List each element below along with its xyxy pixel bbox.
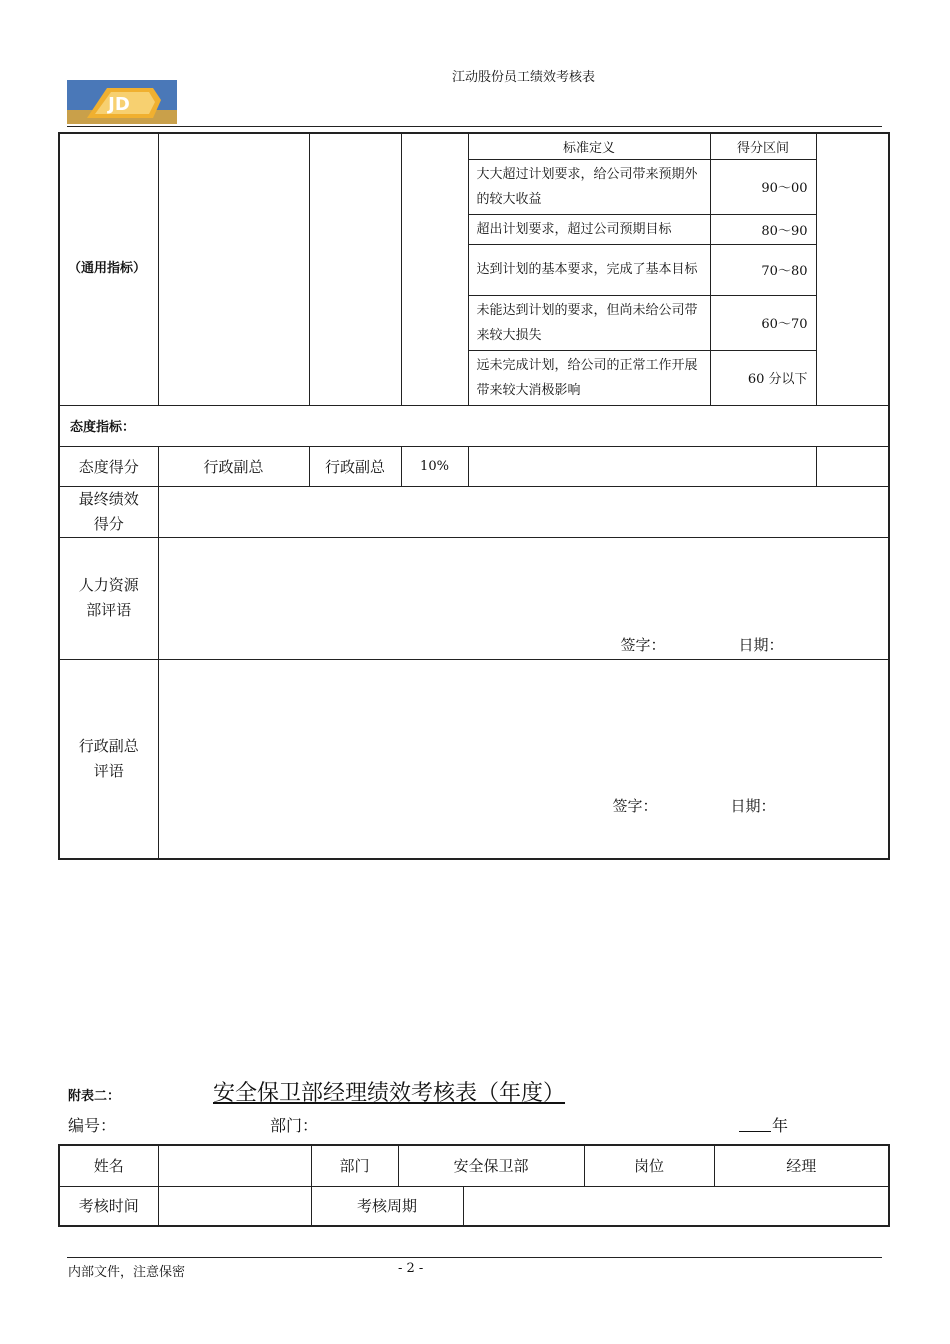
general-indicator-label: （通用指标） bbox=[59, 133, 158, 405]
criteria-range: 60～70 bbox=[710, 295, 816, 350]
attitude-approver: 行政副总 bbox=[309, 446, 401, 486]
name-value-cell bbox=[158, 1145, 311, 1186]
attitude-notes-cell bbox=[468, 446, 816, 486]
appendix-label: 附表二： bbox=[68, 1089, 121, 1104]
vp-date-label: 日期： bbox=[730, 796, 776, 815]
criteria-definition-header: 标准定义 bbox=[468, 133, 710, 159]
criteria-range: 70～80 bbox=[710, 244, 816, 295]
hr-signature-label: 签字： bbox=[620, 635, 666, 654]
criteria-definition: 超出计划要求，超过公司预期目标 bbox=[468, 214, 710, 244]
company-logo bbox=[67, 80, 177, 124]
final-score-label: 最终绩效得分 bbox=[59, 486, 158, 537]
criteria-range-header: 得分区间 bbox=[710, 133, 816, 159]
document-header-title: 江动股份员工绩效考核表 bbox=[452, 70, 596, 85]
header-rule bbox=[67, 126, 882, 127]
attitude-evaluator: 行政副总 bbox=[158, 446, 309, 486]
department-label: 部门： bbox=[270, 1116, 319, 1135]
name-label: 姓名 bbox=[59, 1145, 158, 1186]
hr-comment-cell bbox=[158, 537, 889, 659]
review-time-label: 考核时间 bbox=[59, 1186, 158, 1226]
attitude-score-cell bbox=[816, 446, 889, 486]
year-blank bbox=[739, 1131, 771, 1132]
criteria-range: 60 分以下 bbox=[710, 350, 816, 405]
review-period-cell bbox=[463, 1186, 889, 1226]
hr-date-label: 日期： bbox=[738, 635, 784, 654]
footer-confidential: 内部文件，注意保密 bbox=[68, 1265, 186, 1280]
dept-label: 部门 bbox=[311, 1145, 398, 1186]
evaluation-table bbox=[58, 132, 890, 860]
criteria-range: 90～00 bbox=[710, 159, 816, 214]
criteria-definition: 远未完成计划，给公司的正常工作开展带来较大消极影响 bbox=[468, 350, 710, 405]
footer-rule bbox=[67, 1257, 882, 1258]
info-table bbox=[58, 1144, 890, 1227]
final-score-cell bbox=[158, 486, 889, 537]
criteria-definition: 达到计划的基本要求，完成了基本目标 bbox=[468, 244, 710, 295]
attitude-indicator-heading: 态度指标： bbox=[59, 405, 889, 446]
position-value: 经理 bbox=[714, 1145, 889, 1186]
position-label: 岗位 bbox=[584, 1145, 714, 1186]
logo-text: JD bbox=[108, 94, 130, 115]
criteria-definition: 大大超过计划要求，给公司带来预期外的较大收益 bbox=[468, 159, 710, 214]
attitude-score-label: 态度得分 bbox=[59, 446, 158, 486]
footer-page-number: - 2 - bbox=[398, 1261, 424, 1276]
vp-signature-label: 签字： bbox=[612, 796, 658, 815]
hr-comment-label: 人力资源部评语 bbox=[59, 537, 158, 659]
vp-comment-cell bbox=[158, 659, 889, 859]
review-time-cell bbox=[158, 1186, 311, 1226]
attitude-weight: 10% bbox=[401, 446, 468, 486]
criteria-definition: 未能达到计划的要求，但尚未给公司带来较大损失 bbox=[468, 295, 710, 350]
review-period-label: 考核周期 bbox=[311, 1186, 463, 1226]
vp-comment-label: 行政副总评语 bbox=[59, 659, 158, 859]
appendix-title: 安全保卫部经理绩效考核表（年度） bbox=[213, 1081, 566, 1106]
number-label: 编号： bbox=[68, 1116, 117, 1135]
year-label: 年 bbox=[772, 1116, 789, 1135]
criteria-range: 80～90 bbox=[710, 214, 816, 244]
dept-value: 安全保卫部 bbox=[398, 1145, 584, 1186]
